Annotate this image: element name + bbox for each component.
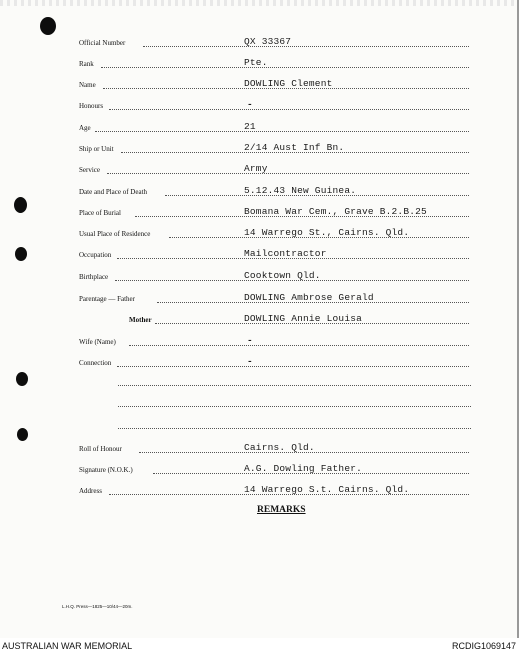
dotted-line xyxy=(101,67,469,68)
dotted-line xyxy=(95,131,469,132)
field-label: Roll of Honour xyxy=(79,445,122,453)
field-value: DOWLING Ambrose Gerald xyxy=(244,292,374,303)
field-address xyxy=(79,482,469,496)
field-service xyxy=(79,161,469,175)
binder-hole-1 xyxy=(14,197,27,213)
field-wife-name xyxy=(79,333,469,347)
connection-extra-line-2 xyxy=(118,406,471,407)
dotted-line xyxy=(117,366,469,367)
field-usual-residence xyxy=(79,225,469,239)
dotted-line xyxy=(109,109,469,110)
field-label: Service xyxy=(79,166,100,174)
field-value: 14 Warrego S.t. Cairns. Qld. xyxy=(244,484,410,495)
field-label: Birthplace xyxy=(79,273,109,281)
footer-institution: AUSTRALIAN WAR MEMORIAL xyxy=(2,641,133,651)
field-parentage-mother xyxy=(79,311,469,325)
field-name xyxy=(79,76,469,90)
field-label: Date and Place of Death xyxy=(79,188,148,196)
field-value: Army xyxy=(244,163,268,174)
scan-top-edge xyxy=(0,0,519,6)
field-value: 5.12.43 New Guinea. xyxy=(244,185,357,196)
field-label: Name xyxy=(79,81,96,89)
field-label: Ship or Unit xyxy=(79,145,114,153)
field-label: Place of Burial xyxy=(79,209,121,217)
punch-hole-top xyxy=(40,17,56,35)
field-occupation xyxy=(79,246,469,260)
field-value: Cairns. Qld. xyxy=(244,442,315,453)
binder-hole-2 xyxy=(15,247,27,261)
field-label: Official Number xyxy=(79,39,126,47)
field-label: Age xyxy=(79,124,91,132)
field-connection xyxy=(79,354,469,368)
field-age xyxy=(79,119,469,133)
binder-hole-3 xyxy=(16,372,28,386)
footer-record-id: RCDIG1069147 xyxy=(451,641,516,651)
field-value: Cooktown Qld. xyxy=(244,270,321,281)
field-value: - xyxy=(247,335,253,346)
field-parentage-father xyxy=(79,290,469,304)
field-place-of-burial xyxy=(79,204,469,218)
field-value: DOWLING Annie Louisa xyxy=(244,313,363,324)
field-date-place-of-death xyxy=(79,183,469,197)
field-value: 21 xyxy=(244,121,256,132)
field-ship-or-unit xyxy=(79,140,469,154)
dotted-line xyxy=(129,345,469,346)
field-honours xyxy=(79,97,469,111)
connection-extra-line-1 xyxy=(118,385,471,386)
field-value: QX 33367 xyxy=(244,36,292,47)
archive-footer xyxy=(0,638,519,654)
field-label: Address xyxy=(79,487,102,495)
field-label: Mother xyxy=(129,316,152,324)
field-label: Usual Place of Residence xyxy=(79,230,151,238)
field-birthplace xyxy=(79,268,469,282)
field-official-number xyxy=(79,34,469,48)
field-rank xyxy=(79,55,469,69)
field-value: 2/14 Aust Inf Bn. xyxy=(244,142,345,153)
field-label: Rank xyxy=(79,60,94,68)
printer-imprint: L.H.Q. Press—1825—10/44—20m. xyxy=(62,604,133,609)
field-value: DOWLING Clement xyxy=(244,78,333,89)
field-label: Honours xyxy=(79,102,104,110)
field-value: - xyxy=(247,356,253,367)
binder-hole-4 xyxy=(17,428,28,441)
field-signature-nok xyxy=(79,461,469,475)
field-value: Pte. xyxy=(244,57,268,68)
field-value: Mailcontractor xyxy=(244,248,327,259)
field-label: Connection xyxy=(79,359,112,367)
field-value: Bomana War Cem., Grave B.2.B.25 xyxy=(244,206,427,217)
field-label: Parentage — Father xyxy=(79,295,135,303)
connection-extra-line-3 xyxy=(118,428,471,429)
field-label: Occupation xyxy=(79,251,112,259)
field-value: A.G. Dowling Father. xyxy=(244,463,363,474)
dotted-line xyxy=(143,46,469,47)
field-label: Signature (N.O.K.) xyxy=(79,466,133,474)
dotted-line xyxy=(107,173,469,174)
field-roll-of-honour xyxy=(79,440,469,454)
field-value: 14 Warrego St., Cairns. Qld. xyxy=(244,227,410,238)
field-label: Wife (Name) xyxy=(79,338,116,346)
remarks-heading: REMARKS xyxy=(257,505,306,515)
field-value: - xyxy=(247,99,253,110)
